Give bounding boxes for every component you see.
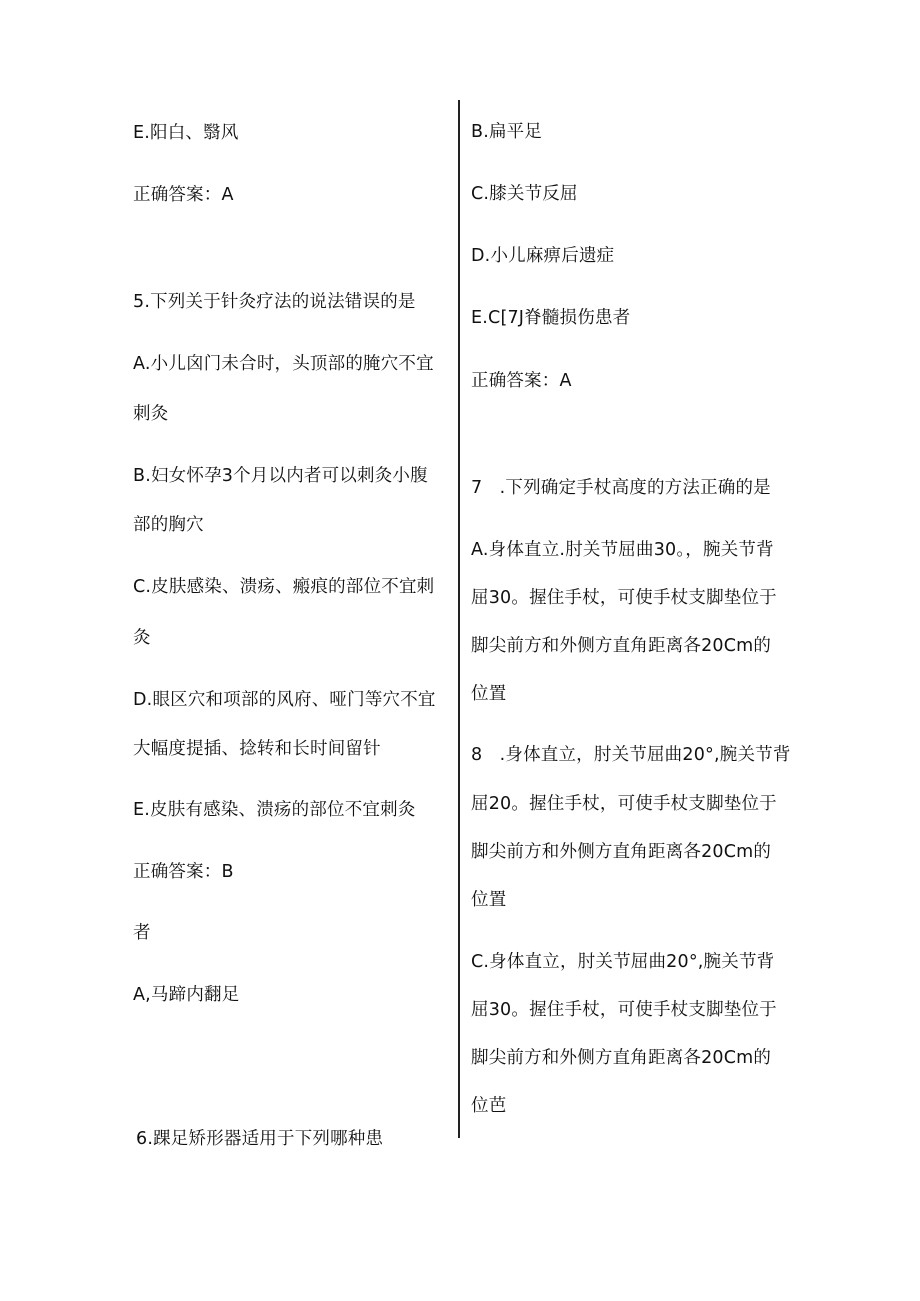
q5-option-b-line2: 部的胸穴 (133, 515, 204, 535)
q6-option-b: B.扁平足 (471, 122, 543, 142)
column-divider (458, 100, 460, 1138)
q7-option-b-line2: 屈20。握住手杖，可使手杖支脚垫位于 (471, 794, 777, 814)
q6-stem-tail: 者 (133, 923, 151, 943)
q7-stem: 7 .下列确定手杖高度的方法正确的是 (471, 478, 771, 498)
prev-option-e: E.阳白、翳风 (133, 123, 239, 143)
q6-option-a: A,马蹄内翻足 (133, 985, 240, 1005)
q7-option-c-line1: C.身体直立，肘关节屈曲20°,腕关节背 (471, 952, 775, 972)
q6-option-e: E.C[7J脊髓损伤患者 (471, 308, 631, 328)
q5-option-d-line2: 大幅度提插、捻转和长时间留针 (133, 739, 381, 759)
q7-option-b-line1: 8 .身体直立，肘关节屈曲20°,腕关节背 (471, 745, 791, 765)
q6-option-c: C.膝关节反屈 (471, 184, 578, 204)
q7-option-c-line3: 脚尖前方和外侧方直角距离各20Cm的 (471, 1048, 772, 1068)
prev-answer: 正确答案：A (133, 185, 234, 205)
q7-option-a-line1: A.身体直立.肘关节屈曲30。，腕关节背 (471, 540, 774, 560)
q5-option-c-line1: C.皮肤感染、溃疡、瘢痕的部位不宜刺 (133, 577, 435, 597)
q5-option-a-line2: 刺灸 (133, 404, 169, 424)
q5-option-a-line1: A.小儿囟门未合时，头顶部的腌穴不宜 (133, 354, 434, 374)
q5-stem: 5.下列关于针灸疗法的说法错误的是 (133, 292, 416, 312)
q5-option-e: E.皮肤有感染、溃疡的部位不宜刺灸 (133, 800, 416, 820)
q7-option-b-line4: 位置 (471, 890, 507, 910)
q7-option-c-line2: 屈30。握住手杖，可使手杖支脚垫位于 (471, 1000, 777, 1020)
q5-answer: 正确答案：B (133, 862, 234, 882)
q6-stem: 6.踝足矫形器适用于下列哪种患 (136, 1129, 384, 1149)
q7-option-b-line3: 脚尖前方和外侧方直角距离各20Cm的 (471, 842, 772, 862)
q7-option-a-line2: 屈30。握住手杖，可使手杖支脚垫位于 (471, 588, 777, 608)
q5-option-d-line1: D.眼区穴和项部的风府、哑门等穴不宜 (133, 690, 436, 710)
q7-option-a-line3: 脚尖前方和外侧方直角距离各20Cm的 (471, 636, 772, 656)
q7-option-c-line4: 位芭 (471, 1096, 507, 1116)
q7-option-a-line4: 位置 (471, 684, 507, 704)
q6-answer: 正确答案：A (471, 371, 572, 391)
q5-option-b-line1: B.妇女怀孕3个月以内者可以刺灸小腹 (133, 466, 428, 486)
q5-option-c-line2: 灸 (133, 628, 151, 648)
q6-option-d: D.小儿麻痹后遗症 (471, 246, 615, 266)
